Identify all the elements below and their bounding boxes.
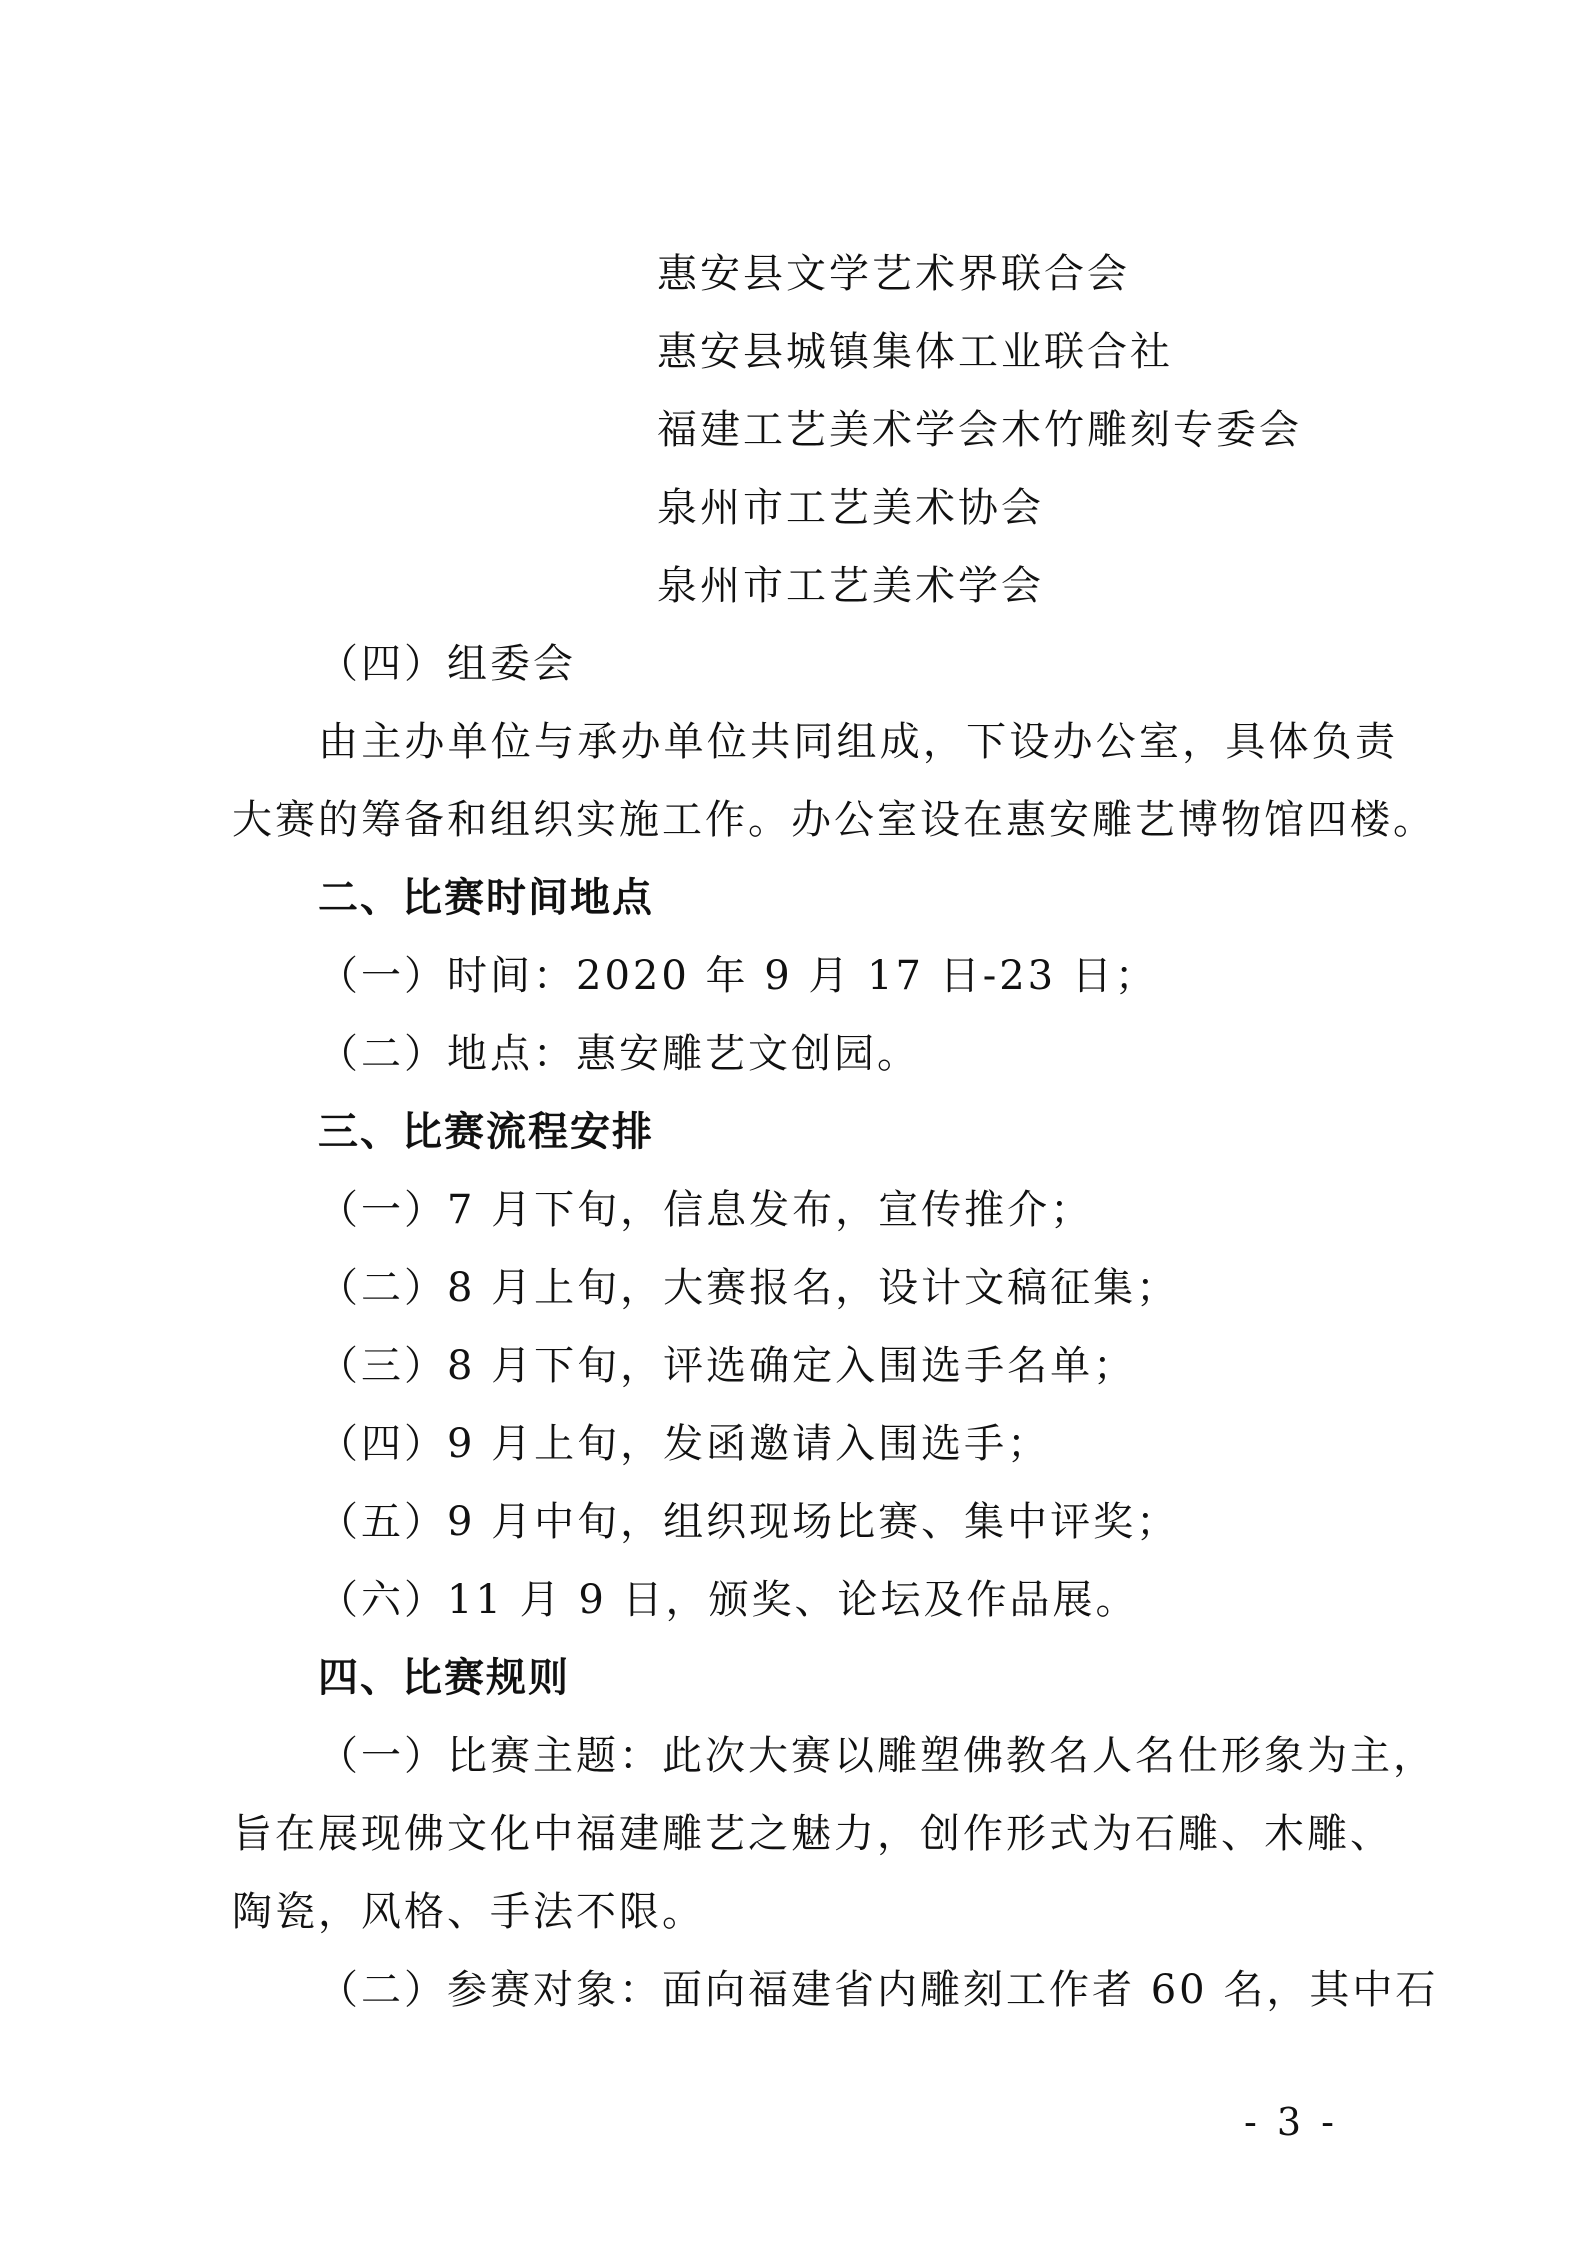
section-2-item-2: （二）地点：惠安雕艺文创园。 xyxy=(318,1031,920,1077)
committee-heading: （四）组委会 xyxy=(318,641,576,687)
section-3-title: 三、比赛流程安排 xyxy=(318,1109,654,1155)
organizer-line-1: 惠安县文学艺术界联合会 xyxy=(657,251,1130,297)
section-4-title: 四、比赛规则 xyxy=(318,1655,570,1701)
organizer-line-2: 惠安县城镇集体工业联合社 xyxy=(657,329,1173,375)
rule-2-line-1 xyxy=(318,1965,1438,2015)
section-3-item-2: （二）8 月上旬，大赛报名，设计文稿征集； xyxy=(318,1265,1180,1311)
organizer-line-3: 福建工艺美术学会木竹雕刻专委会 xyxy=(657,407,1302,453)
rule-1-line-3: 陶瓷，风格、手法不限。 xyxy=(232,1889,705,1935)
section-3-item-4: （四）9 月上旬，发函邀请入围选手； xyxy=(318,1421,1051,1467)
rule-2-text: 面向福建省内雕刻工作者 60 名，其中石 xyxy=(662,1967,1439,2013)
section-2-item-1: （一）时间：2020 年 9 月 17 日-23 日； xyxy=(318,953,1158,999)
committee-paragraph-line-1: 由主办单位与承办单位共同组成，下设办公室，具体负责 xyxy=(318,719,1398,765)
section-3-item-6: （六）11 月 9 日，颁奖、论坛及作品展。 xyxy=(318,1577,1139,1623)
section-3-item-1: （一）7 月下旬，信息发布，宣传推介； xyxy=(318,1187,1094,1233)
rule-1-label: （一）比赛主题： xyxy=(318,1733,662,1779)
organizer-line-4: 泉州市工艺美术协会 xyxy=(657,485,1044,531)
rule-2-label: （二）参赛对象： xyxy=(318,1967,662,2013)
page-number: - 3 - xyxy=(1244,2100,1339,2144)
organizer-line-5: 泉州市工艺美术学会 xyxy=(657,563,1044,609)
section-3-item-5: （五）9 月中旬，组织现场比赛、集中评奖； xyxy=(318,1499,1180,1545)
section-2-title: 二、比赛时间地点 xyxy=(318,875,654,921)
section-3-item-3: （三）8 月下旬，评选确定入围选手名单； xyxy=(318,1343,1137,1389)
rule-1-text: 此次大赛以雕塑佛教名人名仕形象为主， xyxy=(662,1733,1436,1779)
rule-1-line-1 xyxy=(318,1731,1436,1781)
rule-1-line-2: 旨在展现佛文化中福建雕艺之魅力，创作形式为石雕、木雕、 xyxy=(232,1811,1393,1857)
committee-paragraph-line-2: 大赛的筹备和组织实施工作。办公室设在惠安雕艺博物馆四楼。 xyxy=(232,797,1436,843)
